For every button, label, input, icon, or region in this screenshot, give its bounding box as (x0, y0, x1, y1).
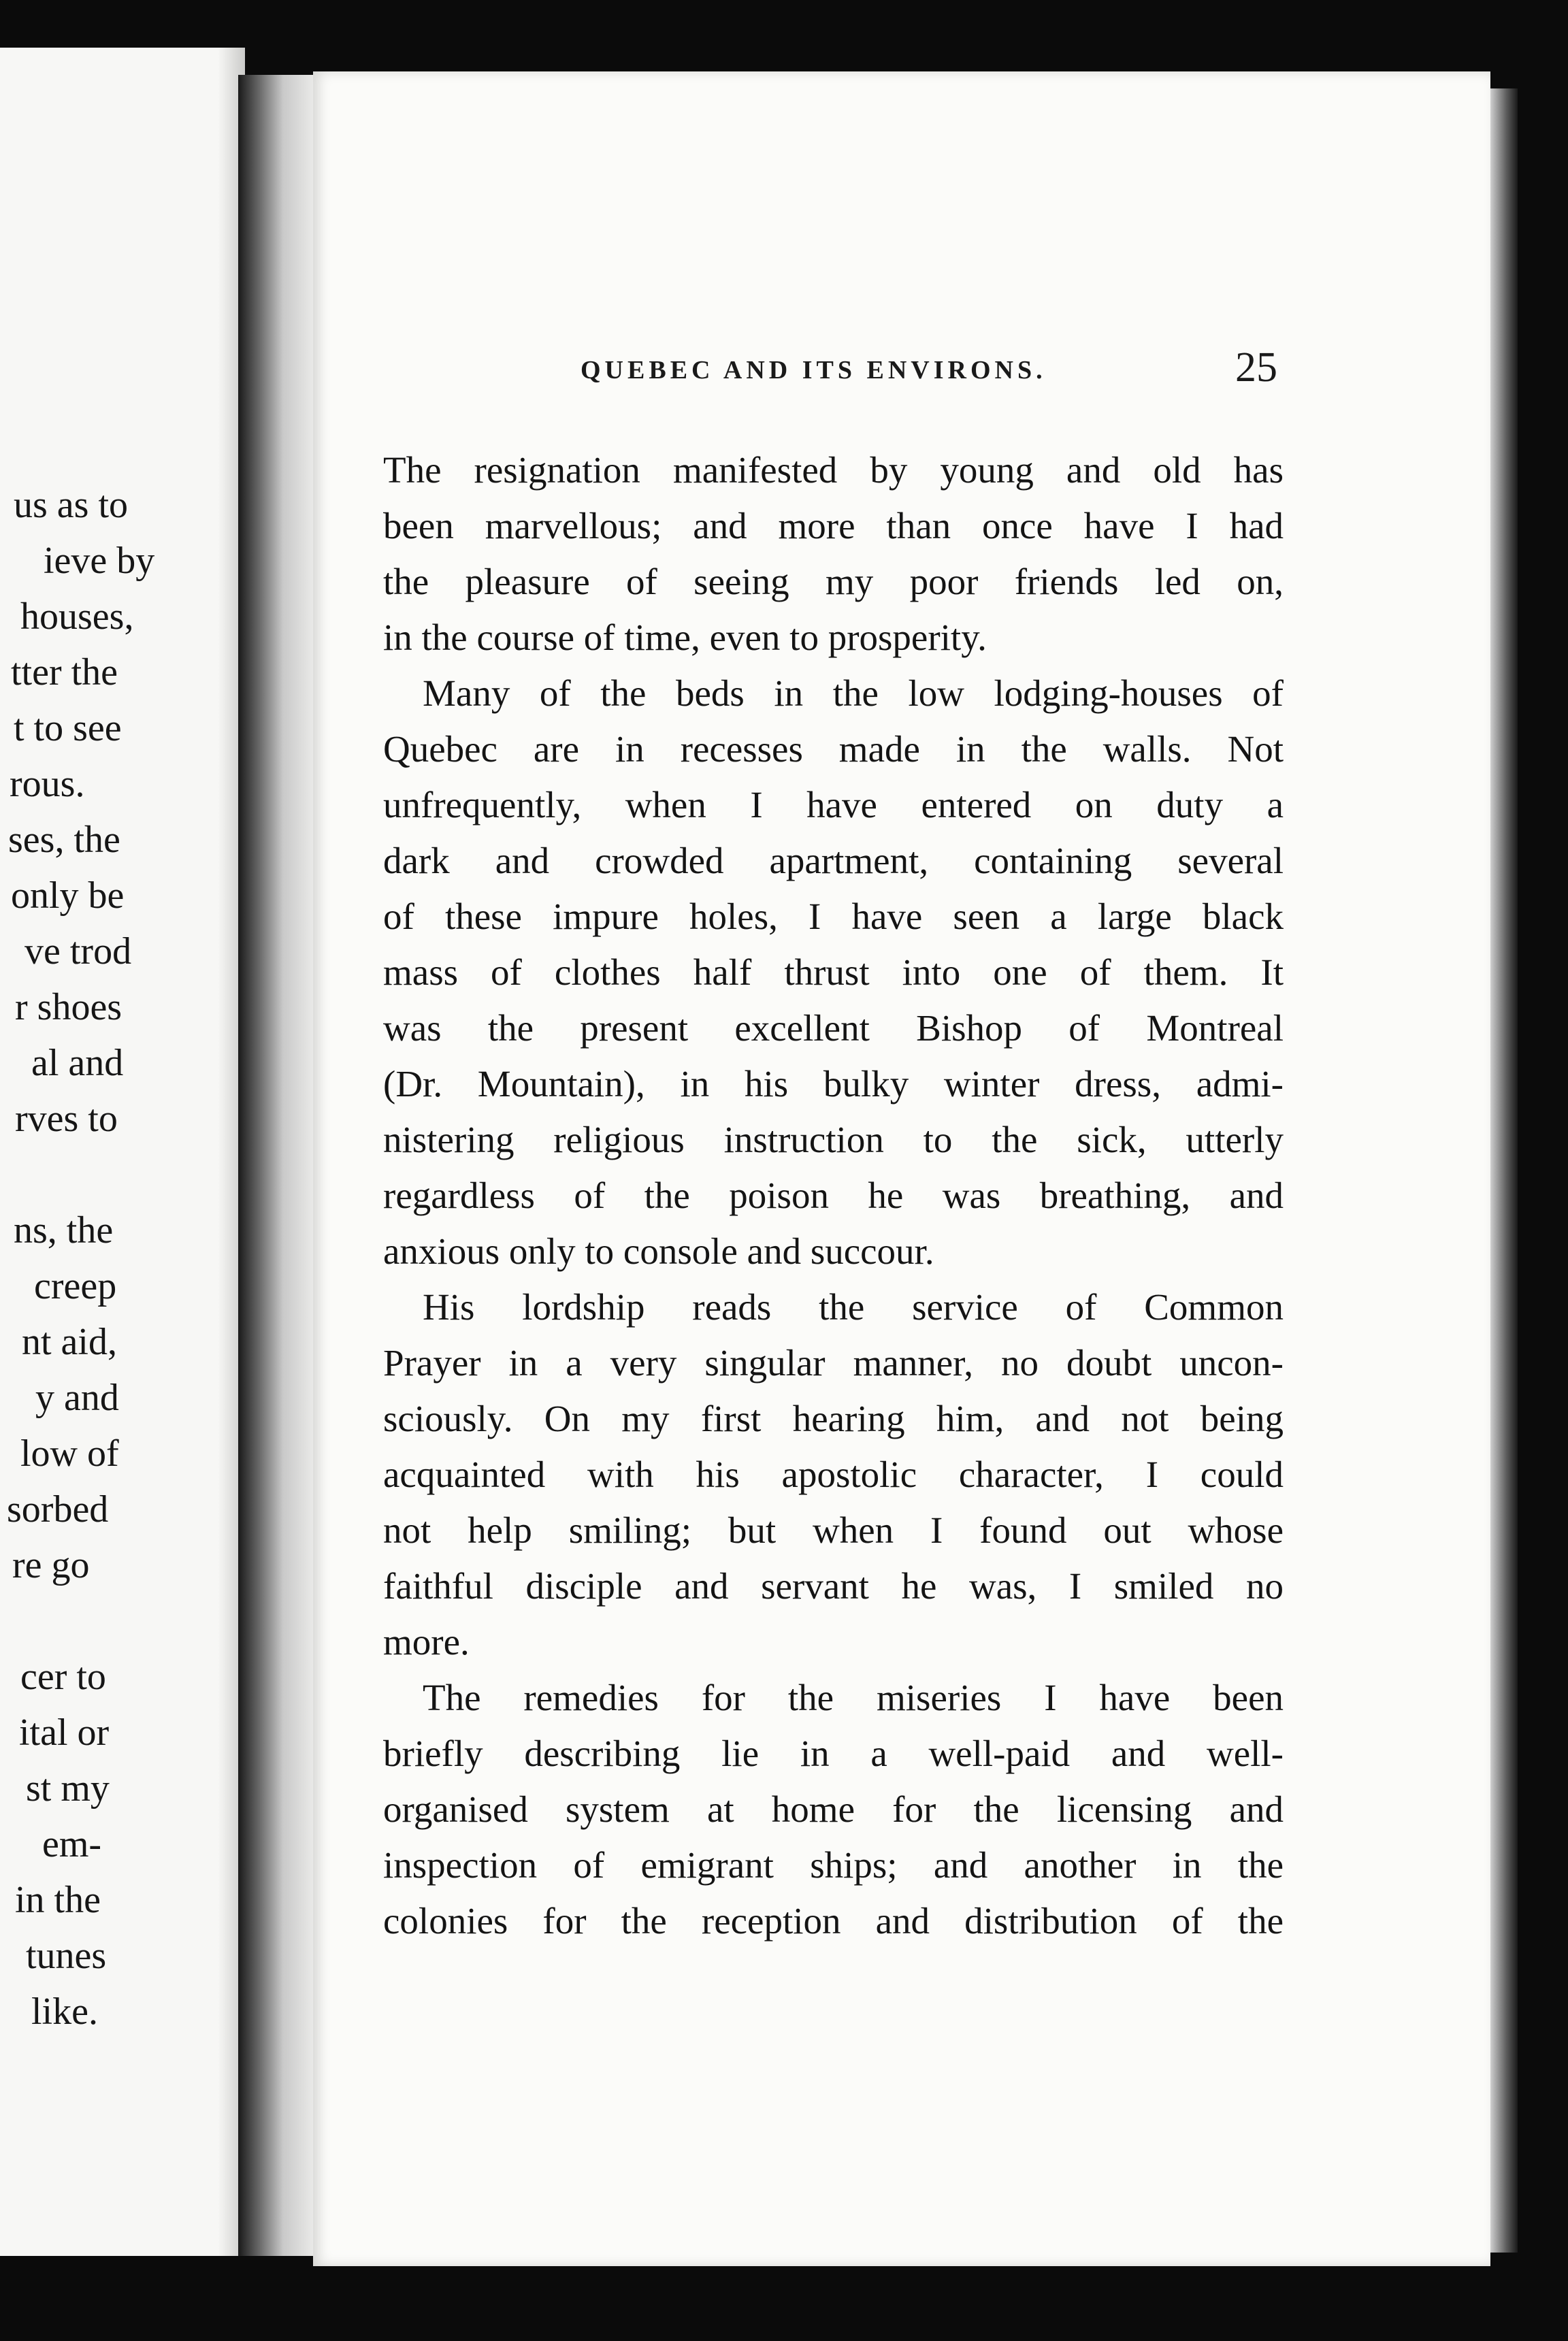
left-fragment: ieve by (44, 540, 155, 582)
left-fragment: t to see (14, 707, 122, 749)
text-line: colonies for the reception and distribution of the (383, 1900, 1284, 1942)
text-line: been marvellous; and more than once have I had (383, 505, 1284, 546)
left-fragment: cer to (20, 1656, 106, 1698)
left-fragment: houses, (20, 595, 134, 638)
left-fragment: ve trod (24, 930, 132, 972)
left-fragment: y and (35, 1377, 119, 1419)
left-fragment: tunes (26, 1935, 107, 1977)
left-fragment: r shoes (15, 986, 122, 1028)
text-line: unfrequently, when I have entered on duty a (383, 784, 1284, 825)
book-gutter (238, 75, 320, 2256)
text-line: acquainted with his apostolic character, I could (383, 1454, 1284, 1495)
text-line: His lordship reads the service of Common (423, 1286, 1284, 1328)
left-fragment: low of (20, 1433, 119, 1475)
left-fragment: only be (11, 874, 125, 917)
text-line: not help smiling; but when I found out whose (383, 1509, 1284, 1551)
text-line: (Dr. Mountain), in his bulky winter dress, admi- (383, 1063, 1284, 1104)
text-line: regardless of the poison he was breathing, and (383, 1175, 1284, 1216)
text-line: dark and crowded apartment, containing several (383, 840, 1284, 881)
left-fragment: nt aid, (22, 1321, 117, 1363)
running-head: QUEBEC AND ITS ENVIRONS. (581, 356, 1047, 384)
left-fragment: ital or (19, 1712, 110, 1754)
text-line: The remedies for the miseries I have been (423, 1677, 1284, 1718)
text-line: Prayer in a very singular manner, no doubt uncon- (383, 1342, 1284, 1384)
text-line: was the present excellent Bishop of Montreal (383, 1007, 1284, 1049)
left-fragment: al and (31, 1042, 124, 1084)
left-fragment: like. (31, 1991, 98, 2033)
text-line: nistering religious instruction to the sick, utterly (383, 1119, 1284, 1160)
left-fragment: rous. (10, 763, 85, 805)
text-line: more. (383, 1621, 470, 1663)
left-fragment: tter the (11, 651, 118, 693)
text-line: of these impure holes, I have seen a large black (383, 896, 1284, 937)
left-fragment: in the (15, 1879, 101, 1921)
text-line: the pleasure of seeing my poor friends led on, (383, 561, 1284, 602)
page-edge (1490, 88, 1518, 2253)
left-fragment: em- (42, 1823, 102, 1865)
left-fragment: sorbed (7, 1488, 109, 1530)
text-line: The resignation manifested by young and old has (383, 449, 1284, 491)
text-line: organised system at home for the licensing and (383, 1788, 1284, 1830)
text-line: briefly describing lie in a well-paid and well- (383, 1733, 1284, 1774)
text-line: mass of clothes half thrust into one of them. It (383, 951, 1284, 993)
left-fragment: ns, the (14, 1209, 114, 1251)
page-number: 25 (1235, 344, 1277, 391)
text-line: in the course of time, even to prosperity. (383, 617, 987, 658)
text-line: sciously. On my first hearing him, and not being (383, 1398, 1284, 1439)
text-line: faithful disciple and servant he was, I smiled no (383, 1565, 1284, 1607)
left-fragment: st my (26, 1767, 110, 1810)
text-line: Quebec are in recesses made in the walls. Not (383, 728, 1284, 770)
left-fragment: creep (34, 1265, 117, 1307)
left-fragment: us as to (14, 484, 128, 526)
text-line: anxious only to console and succour. (383, 1230, 934, 1272)
facing-page-left (0, 48, 245, 2256)
text-line: Many of the beds in the low lodging-houses of (423, 672, 1284, 714)
left-fragment: re go (12, 1544, 90, 1586)
left-fragment: rves to (15, 1098, 118, 1140)
left-fragment: ses, the (8, 819, 120, 861)
text-line: inspection of emigrant ships; and another in the (383, 1844, 1284, 1886)
